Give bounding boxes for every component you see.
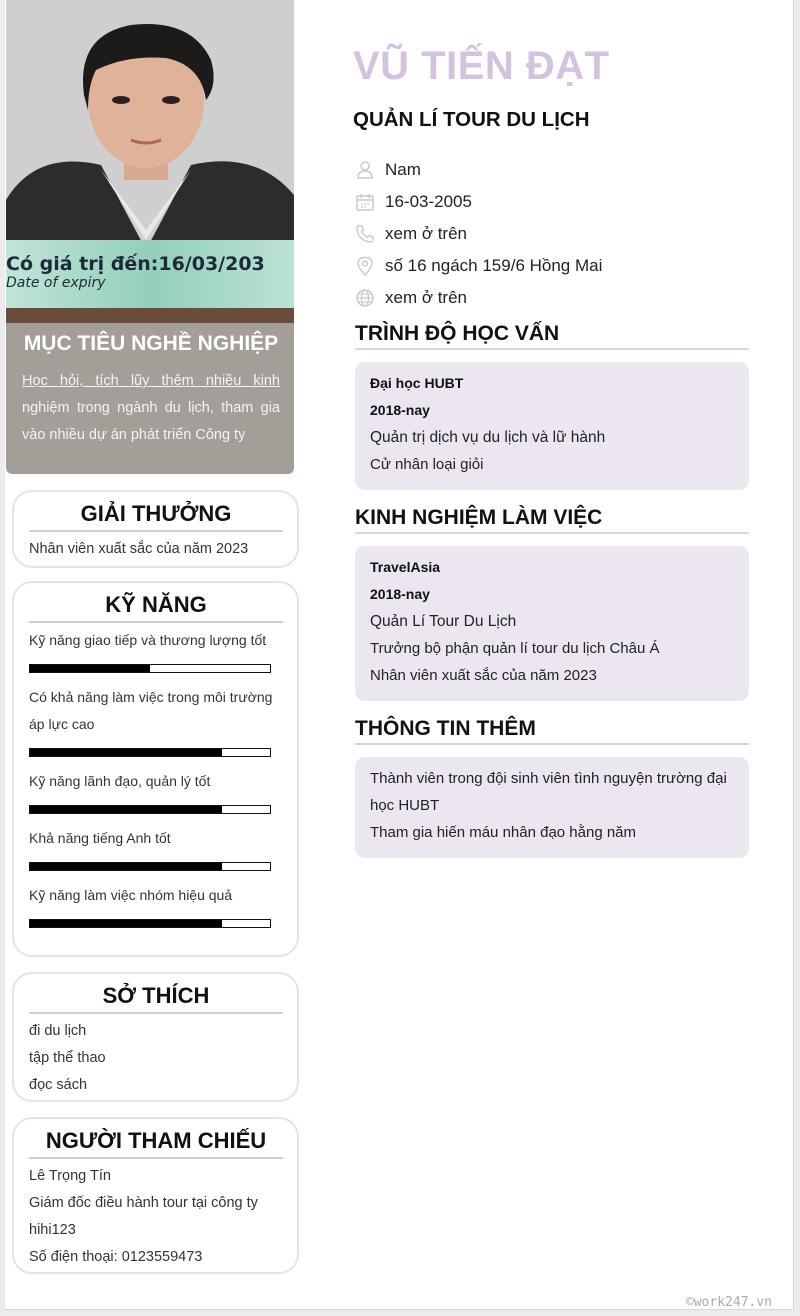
education-school: Đại học HUBT: [370, 375, 464, 391]
additional-info-item: Tham gia hiến máu nhân đạo hằng năm: [370, 824, 637, 841]
skill-bar-fill: [30, 806, 222, 813]
career-objective-section: [6, 323, 294, 474]
experience-title: KINH NGHIỆM LÀM VIỆC: [355, 504, 749, 534]
education-period: 2018-nay: [370, 402, 430, 418]
contact-value: xem ở trên: [385, 288, 468, 307]
hobby-item: đọc sách: [29, 1077, 88, 1093]
hobby-item: tập thể thao: [29, 1050, 106, 1066]
reference-phone: Số điện thoại: 0123559473: [29, 1249, 203, 1265]
hobbies-title: SỞ THÍCH: [29, 982, 283, 1014]
phone-icon: [353, 222, 377, 246]
education-degree: Cử nhân loại giỏi: [370, 456, 484, 473]
watermark: ©work247.vn: [685, 1295, 772, 1310]
reference-name: Lê Trọng Tín: [29, 1168, 111, 1184]
profile-photo: [6, 0, 294, 323]
skill-label: Có khả năng làm việc trong môi trường áp lực cao: [29, 689, 273, 732]
hobbies-section: [12, 972, 299, 1102]
skills-title: KỸ NĂNG: [29, 591, 283, 623]
hobby-item: đi du lịch: [29, 1023, 87, 1039]
user-icon: [353, 158, 377, 182]
job-title: QUẢN LÍ TOUR DU LỊCH: [353, 108, 590, 131]
contact-value: 16-03-2005: [385, 192, 472, 211]
calendar-icon: [353, 190, 377, 214]
experience-company: TravelAsia: [370, 559, 441, 575]
photo-card-text-1: Có giá trị đến:16/03/203: [6, 253, 265, 275]
experience-period: 2018-nay: [370, 586, 430, 602]
skill-item: [29, 825, 283, 871]
skill-label: Kỹ năng làm việc nhóm hiệu quả: [29, 887, 233, 903]
cv-page: [5, 0, 794, 1310]
candidate-name: VŨ TIẾN ĐẠT: [353, 44, 610, 88]
education-title: TRÌNH ĐỘ HỌC VẤN: [355, 320, 749, 350]
reference-position: Giám đốc điều hành tour tại công ty hihi123: [29, 1195, 258, 1238]
skill-bar: [29, 664, 271, 673]
experience-detail: Nhân viên xuất sắc của năm 2023: [370, 667, 597, 684]
education-box: [355, 362, 749, 490]
objective-text-rest: nghiệm trong ngành du lịch, tham gia vào nhiều dự án phát triển Công ty: [22, 400, 280, 443]
skill-label: Kỹ năng lãnh đạo, quản lý tốt: [29, 773, 211, 789]
skill-item: [29, 684, 283, 757]
skill-bar-fill: [30, 749, 222, 756]
experience-detail: Trưởng bộ phận quản lí tour du lịch Châu Á: [370, 640, 660, 657]
experience-box: [355, 546, 749, 701]
education-major: Quản trị dịch vụ du lịch và lữ hành: [370, 429, 606, 446]
experience-role: Quản Lí Tour Du Lịch: [370, 613, 517, 630]
skill-bar: [29, 748, 271, 757]
awards-section: [12, 490, 299, 568]
skill-bar-fill: [30, 863, 222, 870]
contact-birthday: [353, 186, 602, 218]
contact-website: [353, 282, 602, 314]
skill-bar-fill: [30, 920, 222, 927]
references-title: NGƯỜI THAM CHIẾU: [29, 1127, 283, 1159]
globe-icon: [353, 286, 377, 310]
contact-value: Nam: [385, 160, 421, 179]
references-section: [12, 1117, 299, 1274]
additional-info-title: THÔNG TIN THÊM: [355, 715, 749, 745]
additional-info-item: Thành viên trong đội sinh viên tình nguyện trường đại học HUBT: [370, 770, 727, 814]
skills-section: [12, 581, 299, 957]
objective-title: MỤC TIÊU NGHỀ NGHIỆP: [23, 332, 279, 355]
skill-item: [29, 627, 283, 673]
skill-bar-fill: [30, 665, 150, 672]
skill-item: [29, 768, 283, 814]
skill-label: Khả năng tiếng Anh tốt: [29, 830, 171, 846]
contact-list: [353, 154, 602, 314]
objective-text-underlined: Học hỏi, tích lũy thêm nhiều kinh: [22, 373, 280, 389]
skill-bar: [29, 919, 271, 928]
award-item: Nhân viên xuất sắc của năm 2023: [29, 541, 249, 557]
photo-card-text-2: Date of expiry: [6, 275, 106, 291]
contact-address: [353, 250, 602, 282]
contact-value: xem ở trên: [385, 224, 468, 243]
additional-info-box: [355, 757, 749, 858]
skill-item: [29, 882, 283, 928]
contact-phone: [353, 218, 602, 250]
skill-bar: [29, 862, 271, 871]
contact-gender: [353, 154, 602, 186]
awards-title: GIẢI THƯỞNG: [29, 500, 283, 532]
skill-label: Kỹ năng giao tiếp và thương lượng tốt: [29, 632, 267, 648]
location-pin-icon: [353, 254, 377, 278]
skill-bar: [29, 805, 271, 814]
contact-value: số 16 ngách 159/6 Hồng Mai: [385, 256, 603, 275]
